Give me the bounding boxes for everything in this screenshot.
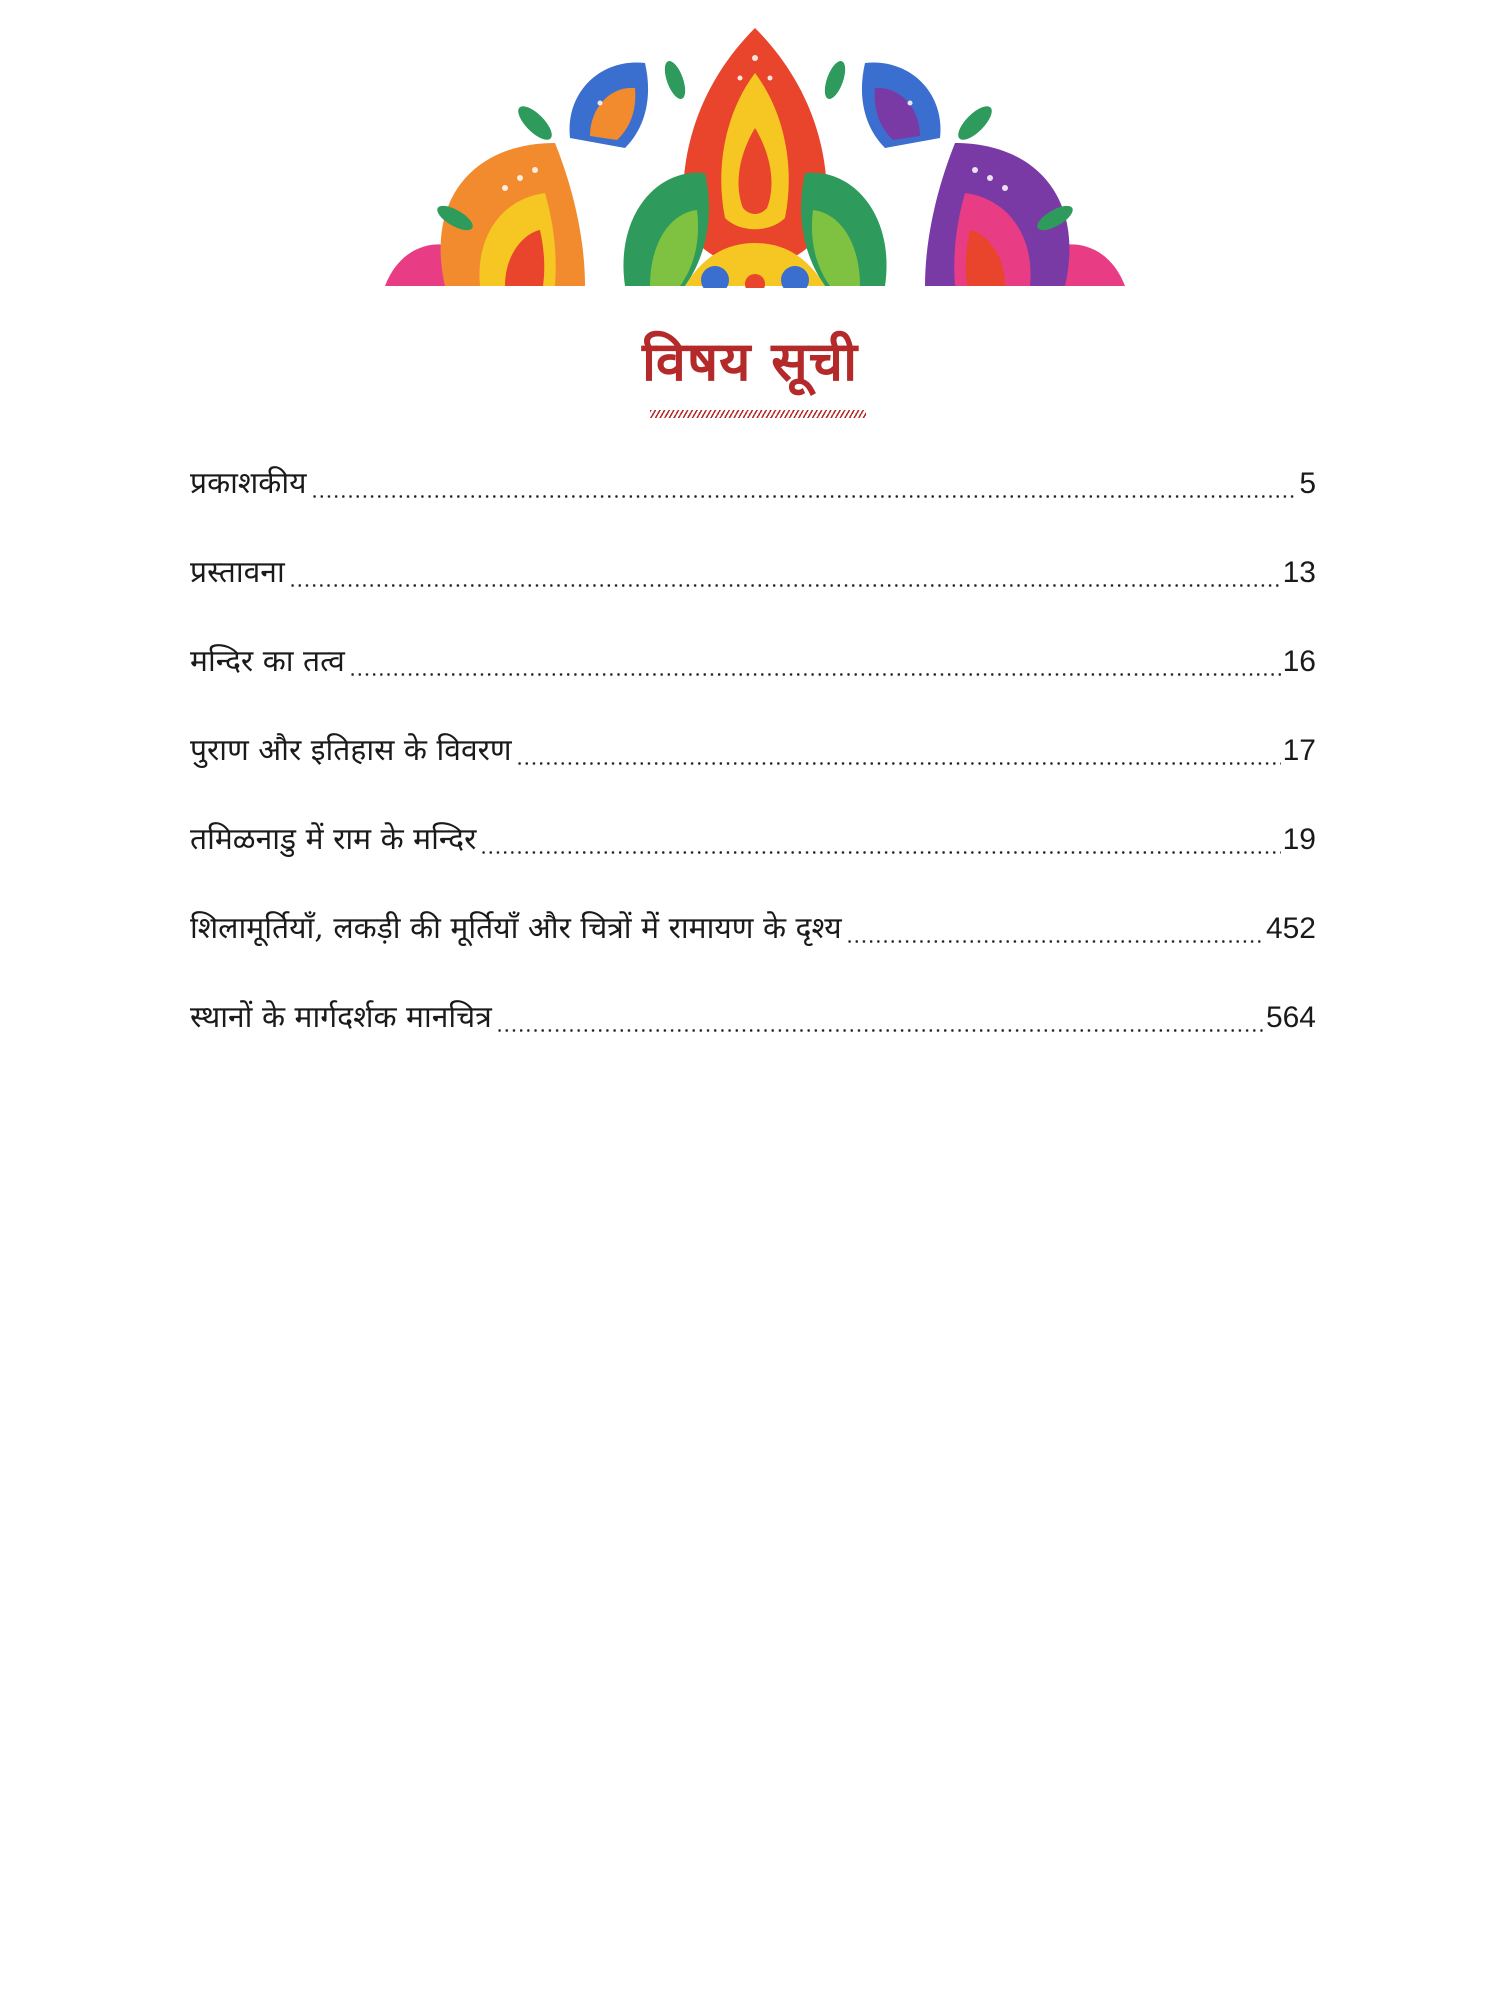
toc-entry-title: प्रस्तावना <box>190 555 285 590</box>
toc-entry-page: 564 <box>1265 1001 1316 1034</box>
heading-underline <box>650 410 866 418</box>
toc-entry-page: 17 <box>1282 734 1316 767</box>
dot-leader <box>846 907 1264 951</box>
toc-entry[interactable] <box>190 462 1316 551</box>
toc-entry-title: स्थानों के मार्गदर्शक मानचित्र <box>190 1000 492 1035</box>
dot-leader <box>289 551 1281 595</box>
toc-entry-page: 13 <box>1282 556 1316 589</box>
toc-entry[interactable] <box>190 907 1316 996</box>
toc-entry[interactable] <box>190 996 1316 1085</box>
page-title: विषय सूची <box>641 329 859 393</box>
dot-leader <box>349 640 1281 684</box>
dot-leader <box>480 818 1280 862</box>
toc-entry[interactable] <box>190 551 1316 640</box>
toc-entry-title: पुराण और इतिहास के विवरण <box>190 733 512 768</box>
toc-entry-title: तमिळनाडु में राम के मन्दिर <box>190 822 477 857</box>
dot-leader <box>311 462 1298 506</box>
toc-entry-page: 452 <box>1265 912 1316 945</box>
toc-entry-title: शिलामूर्तियाँ, लकड़ी की मूर्तियाँ और चित्रों में रामायण के दृश्य <box>190 911 842 946</box>
rangoli-mandala-icon <box>385 18 1125 290</box>
toc-entry-title: मन्दिर का तत्व <box>190 644 345 679</box>
toc-entry-title: प्रकाशकीय <box>190 466 307 501</box>
toc-entry[interactable] <box>190 729 1316 818</box>
toc-entry[interactable] <box>190 818 1316 907</box>
dot-leader <box>516 729 1281 773</box>
toc-entry[interactable] <box>190 640 1316 729</box>
toc-entry-page: 16 <box>1282 645 1316 678</box>
table-of-contents <box>190 462 1316 1085</box>
toc-entry-page: 19 <box>1282 823 1316 856</box>
dot-leader <box>496 996 1264 1040</box>
page-heading <box>0 322 1500 396</box>
toc-entry-page: 5 <box>1299 467 1316 500</box>
